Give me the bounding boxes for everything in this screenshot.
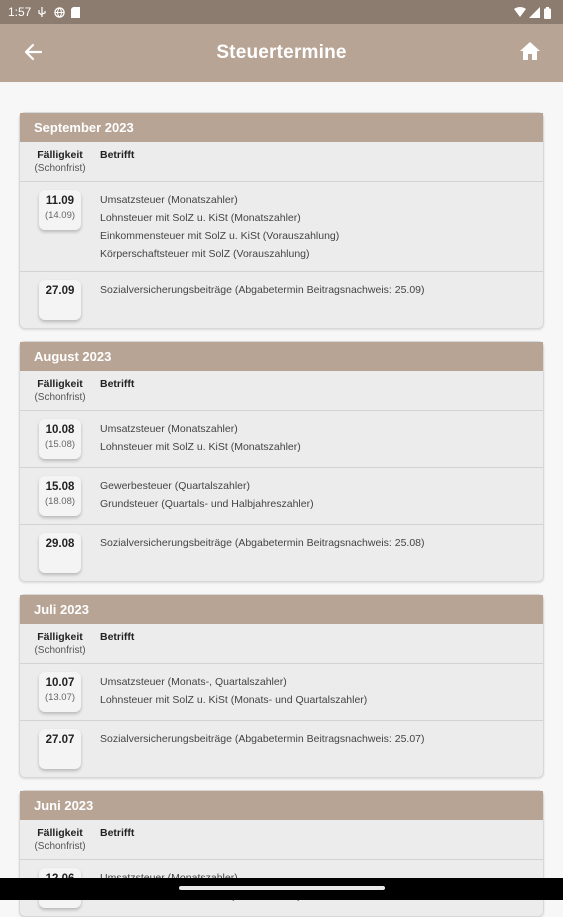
table-row: [20, 664, 543, 721]
signal-icon: [529, 7, 540, 18]
grace-date: (13.07): [44, 692, 76, 703]
grace-period-label: (Schonfrist): [34, 841, 86, 852]
tax-item: Sozialversicherungsbeiträge (Abgabetermin Beitragsnachweis: 25.07): [100, 733, 425, 745]
grace-date: (18.08): [44, 496, 76, 507]
date-cell: [20, 729, 100, 769]
tax-item: Umsatzsteuer (Monats-, Quartalszahler): [100, 676, 287, 688]
battery-icon: [544, 7, 555, 18]
tax-item: Körperschaftsteuer mit SolZ (Vorauszahlung): [100, 248, 310, 260]
due-date-column-header: [20, 631, 100, 657]
date-cell: [20, 190, 100, 230]
grace-period-label: (Schonfrist): [34, 645, 86, 656]
tax-item: Umsatzsteuer (Monatszahler): [100, 194, 238, 206]
date-badge: [39, 672, 81, 712]
date-cell: [20, 476, 100, 516]
table-row: [20, 411, 543, 468]
status-left: [8, 5, 82, 19]
due-date: 27.09: [45, 285, 75, 297]
table-row: [20, 721, 543, 777]
date-cell: [20, 533, 100, 573]
date-cell: [20, 672, 100, 712]
tax-item: Einkommensteuer mit SolZ u. KiSt (Vorauszahlung): [100, 230, 340, 242]
due-date: 27.07: [45, 734, 75, 746]
due-date: 11.09: [45, 195, 75, 207]
date-badge: [39, 476, 81, 516]
tax-item: Sozialversicherungsbeiträge (Abgabetermin Beitragsnachweis: 25.08): [100, 537, 425, 549]
tax-item: Umsatzsteuer (Monatszahler): [100, 423, 238, 435]
subject-list: [100, 533, 543, 552]
subject-column-header: Betrifft: [100, 149, 135, 161]
subject-column-header: Betrifft: [100, 827, 135, 839]
status-right: [514, 7, 555, 18]
subject-column-header: Betrifft: [100, 378, 135, 390]
table-row: [20, 182, 543, 272]
subject-list: [100, 729, 543, 748]
home-gesture-handle[interactable]: [179, 886, 385, 890]
month-header: September 2023: [20, 113, 543, 142]
subject-list: [100, 280, 543, 299]
table-header: [20, 142, 543, 182]
arrow-back-icon: [24, 43, 42, 66]
date-badge: [39, 190, 81, 230]
month-section: [19, 594, 544, 778]
grace-date: (15.08): [44, 439, 76, 450]
subject-list: [100, 419, 543, 456]
tax-item: Lohnsteuer mit SolZ u. KiSt (Monatszahler): [100, 441, 301, 453]
due-date-column-header: [20, 378, 100, 404]
due-date-label: Fälligkeit: [37, 631, 83, 643]
month-section: [19, 112, 544, 329]
month-header: August 2023: [20, 342, 543, 371]
back-button[interactable]: [20, 41, 46, 67]
due-date: 29.08: [45, 538, 75, 550]
table-header: [20, 371, 543, 411]
date-cell: [20, 280, 100, 320]
tax-item: Lohnsteuer mit SolZ u. KiSt (Monats- und Quartalszahler): [100, 694, 368, 706]
due-date-column-header: [20, 827, 100, 853]
table-row: [20, 468, 543, 525]
wifi-icon: [514, 7, 525, 18]
table-row: [20, 272, 543, 328]
tax-item: Lohnsteuer mit SolZ u. KiSt (Monatszahler): [100, 212, 301, 224]
app-bar: [0, 24, 563, 82]
date-badge: [39, 533, 81, 573]
due-date: 15.08: [45, 481, 75, 493]
tax-item: Gewerbesteuer (Quartalszahler): [100, 480, 250, 492]
table-header: [20, 820, 543, 860]
grace-period-label: (Schonfrist): [34, 392, 86, 403]
sd-card-icon: [71, 7, 82, 18]
home-button[interactable]: [517, 40, 543, 66]
due-date: 10.07: [45, 677, 75, 689]
date-badge: [39, 280, 81, 320]
month-header: Juni 2023: [20, 791, 543, 820]
grace-period-label: (Schonfrist): [34, 163, 86, 174]
subject-list: [100, 190, 543, 263]
subject-column-header: Betrifft: [100, 631, 135, 643]
status-bar: [0, 0, 563, 24]
table-row: [20, 525, 543, 581]
subject-list: [100, 476, 543, 513]
grace-date: (14.09): [44, 210, 76, 221]
tax-item: Sozialversicherungsbeiträge (Abgabetermin Beitragsnachweis: 25.09): [100, 284, 425, 296]
usb-icon: [37, 7, 48, 18]
due-date-label: Fälligkeit: [37, 378, 83, 390]
month-section: [19, 341, 544, 582]
table-header: [20, 624, 543, 664]
home-icon: [520, 42, 540, 65]
due-date-label: Fälligkeit: [37, 827, 83, 839]
globe-icon: [54, 7, 65, 18]
tax-item: Grundsteuer (Quartals- und Halbjahreszahler): [100, 498, 314, 510]
page-title: Steuertermine: [216, 42, 347, 63]
due-date: 10.08: [45, 424, 75, 436]
tax-dates-list[interactable]: [0, 82, 563, 878]
date-cell: [20, 419, 100, 459]
status-time: 1:57: [8, 5, 32, 19]
month-header: Juli 2023: [20, 595, 543, 624]
date-badge: [39, 419, 81, 459]
due-date-label: Fälligkeit: [37, 149, 83, 161]
subject-list: [100, 672, 543, 709]
date-badge: [39, 729, 81, 769]
due-date-column-header: [20, 149, 100, 175]
navigation-bar: [0, 878, 563, 900]
